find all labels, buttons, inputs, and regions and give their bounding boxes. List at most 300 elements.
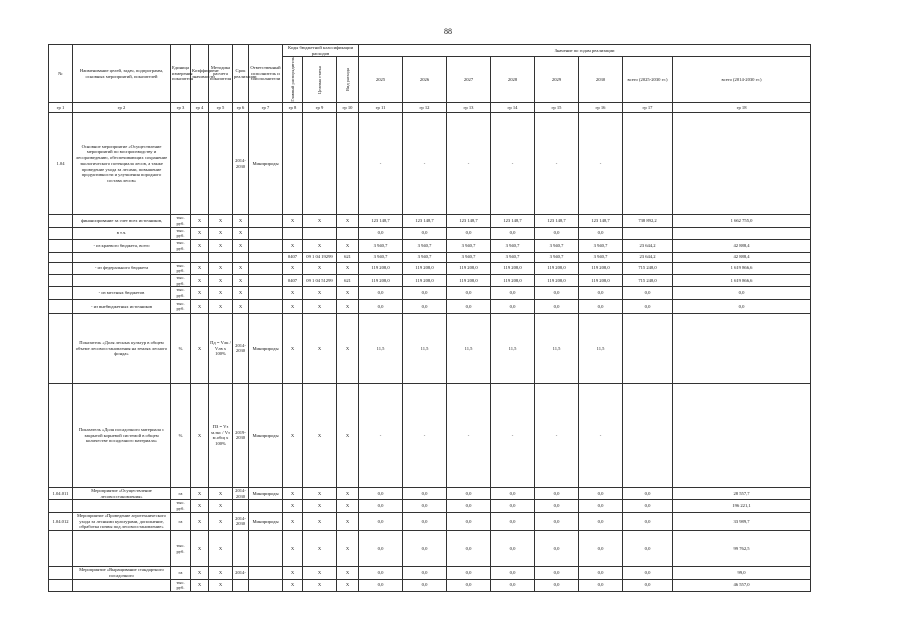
- cell-coef: X: [191, 313, 209, 383]
- cell-coef: X: [191, 227, 209, 239]
- cell-executor: Минприроды: [249, 487, 283, 499]
- cell-cs: 09 1 04 51299: [303, 275, 337, 287]
- cell-executor: [249, 500, 283, 512]
- cell-vr: 621: [337, 275, 359, 287]
- header-gr: гр 6: [233, 103, 249, 113]
- cell-cs: X: [303, 487, 337, 499]
- cell-year-value: 0,0: [447, 567, 491, 579]
- header-code-cs-text: Целевая статья: [316, 65, 322, 94]
- cell-coef: X: [191, 262, 209, 274]
- cell-year-value: 0,0: [359, 500, 403, 512]
- cell-num: [49, 287, 73, 299]
- cell-cs: X: [303, 240, 337, 252]
- header-total-2014-2030: всего (2014-2030 гг.): [673, 57, 811, 103]
- cell-year-value: 0,0: [535, 227, 579, 239]
- cell-total-2014-2030: 196 221,1: [673, 500, 811, 512]
- cell-year-value: 119 208,0: [579, 275, 623, 287]
- cell-year-value: 0,0: [447, 531, 491, 567]
- cell-total-2014-2030: 99,0: [673, 567, 811, 579]
- cell-year-value: 0,0: [535, 487, 579, 499]
- cell-name: [73, 252, 171, 262]
- cell-unit: тыс. руб.: [171, 240, 191, 252]
- cell-total-2025-2030: [623, 383, 673, 487]
- cell-gr: X: [283, 262, 303, 274]
- cell-cs: X: [303, 531, 337, 567]
- cell-method: X: [209, 299, 233, 313]
- cell-year-value: 3 940,7: [403, 240, 447, 252]
- cell-gr: X: [283, 313, 303, 383]
- cell-year-value: 0,0: [491, 487, 535, 499]
- header-gr: гр 16: [579, 103, 623, 113]
- cell-gr: [283, 113, 303, 215]
- table-row: [49, 383, 811, 487]
- cell-year-value: 0,0: [403, 531, 447, 567]
- cell-coef: X: [191, 215, 209, 227]
- cell-num: 1.04.012: [49, 512, 73, 530]
- cell-year-value: 0,0: [447, 487, 491, 499]
- header-total-2025-2030: всего (2025-2030 гг.): [623, 57, 673, 103]
- cell-year-value: -: [447, 383, 491, 487]
- cell-total-2025-2030: 0,0: [623, 579, 673, 591]
- cell-vr: X: [337, 579, 359, 591]
- cell-coef: X: [191, 287, 209, 299]
- header-values: Значение по годам реализации: [359, 45, 811, 57]
- cell-name: Показатель «Доля посадочного материала с закрытой корневой системой в общем количестве посадочного материала»: [73, 383, 171, 487]
- header-coef: Коэффициент значимости: [191, 45, 209, 103]
- cell-gr: X: [283, 487, 303, 499]
- cell-year-value: 0,0: [535, 579, 579, 591]
- header-gr: гр 18: [673, 103, 811, 113]
- cell-year-value: -: [403, 383, 447, 487]
- cell-unit: %: [171, 383, 191, 487]
- header-unit: Единица измерения показателя: [171, 45, 191, 103]
- cell-total-2025-2030: 0,0: [623, 287, 673, 299]
- cell-name: Показатель «Доля лесных культур в общем объеме лесовосстановления на землях лесного фонда»: [73, 313, 171, 383]
- cell-method: X: [209, 240, 233, 252]
- cell-year-value: 0,0: [535, 287, 579, 299]
- header-code-gr-text: Главный распорядитель: [289, 57, 295, 103]
- cell-vr: X: [337, 240, 359, 252]
- cell-executor: [249, 579, 283, 591]
- cell-total-2025-2030: 715 248,0: [623, 262, 673, 274]
- cell-vr: X: [337, 287, 359, 299]
- cell-year-value: 119 208,0: [359, 275, 403, 287]
- cell-year-value: 0,0: [535, 567, 579, 579]
- cell-gr: X: [283, 240, 303, 252]
- header-gr: гр 5: [209, 103, 233, 113]
- cell-year-value: 0,0: [535, 299, 579, 313]
- table-row: [49, 299, 811, 313]
- cell-year-value: 0,0: [403, 512, 447, 530]
- cell-name: в т.ч.: [73, 227, 171, 239]
- cell-num: [49, 215, 73, 227]
- cell-method: X: [209, 579, 233, 591]
- cell-num: [49, 240, 73, 252]
- table-row: [49, 531, 811, 567]
- cell-year-value: 3 940,7: [447, 240, 491, 252]
- cell-vr: X: [337, 567, 359, 579]
- cell-year-value: 11,5: [403, 313, 447, 383]
- header-year: 2026: [403, 57, 447, 103]
- cell-year-value: 0,0: [403, 567, 447, 579]
- cell-num: [49, 275, 73, 287]
- cell-year-value: 3 940,7: [403, 252, 447, 262]
- cell-executor: Минприроды: [249, 313, 283, 383]
- cell-gr: X: [283, 579, 303, 591]
- cell-coef: X: [191, 579, 209, 591]
- cell-executor: Минприроды: [249, 512, 283, 530]
- cell-year-value: -: [491, 383, 535, 487]
- cell-total-2014-2030: 0,0: [673, 287, 811, 299]
- cell-method: X: [209, 262, 233, 274]
- header-executor: Ответственный исполнитель и соисполнители: [249, 45, 283, 103]
- cell-total-2025-2030: 23 644,2: [623, 240, 673, 252]
- cell-total-2014-2030: [673, 313, 811, 383]
- cell-num: [49, 383, 73, 487]
- cell-year-value: 119 208,0: [535, 262, 579, 274]
- cell-vr: 621: [337, 252, 359, 262]
- table-row: [49, 512, 811, 530]
- cell-year-value: -: [579, 383, 623, 487]
- cell-executor: [249, 531, 283, 567]
- cell-total-2025-2030: 0,0: [623, 487, 673, 499]
- table-row: [49, 113, 811, 215]
- cell-name: [73, 500, 171, 512]
- program-table: [48, 44, 811, 592]
- cell-name: - из местных бюджетов: [73, 287, 171, 299]
- table-row: [49, 252, 811, 262]
- cell-executor: [249, 299, 283, 313]
- cell-method: X: [209, 500, 233, 512]
- cell-term: X: [233, 299, 249, 313]
- cell-year-value: 0,0: [491, 579, 535, 591]
- cell-gr: 0407: [283, 252, 303, 262]
- cell-term: 2014-2030: [233, 113, 249, 215]
- cell-cs: X: [303, 287, 337, 299]
- header-gr: гр 13: [447, 103, 491, 113]
- cell-method: [209, 252, 233, 262]
- header-year: 2028: [491, 57, 535, 103]
- cell-gr: [283, 227, 303, 239]
- cell-unit: га: [171, 567, 191, 579]
- cell-year-value: 0,0: [491, 531, 535, 567]
- cell-year-value: 0,0: [491, 512, 535, 530]
- cell-num: [49, 299, 73, 313]
- cell-name: Мероприятие «Осуществление лесовосстановления»: [73, 487, 171, 499]
- cell-executor: [249, 252, 283, 262]
- cell-year-value: 0,0: [359, 512, 403, 530]
- cell-vr: [337, 227, 359, 239]
- cell-method: [209, 113, 233, 215]
- cell-total-2014-2030: 33 989,7: [673, 512, 811, 530]
- cell-total-2014-2030: 99 762,5: [673, 531, 811, 567]
- header-gr: гр 1: [49, 103, 73, 113]
- cell-unit: га: [171, 487, 191, 499]
- cell-name: [73, 275, 171, 287]
- cell-vr: [337, 113, 359, 215]
- table-row: [49, 215, 811, 227]
- page-number: 88: [444, 27, 452, 36]
- cell-year-value: 123 148,7: [447, 215, 491, 227]
- cell-year-value: -: [359, 113, 403, 215]
- cell-total-2025-2030: 23 644,2: [623, 252, 673, 262]
- cell-vr: X: [337, 383, 359, 487]
- cell-method: X: [209, 227, 233, 239]
- cell-year-value: 0,0: [491, 299, 535, 313]
- header-name: Наименование целей, задач, подпрограмм, основных мероприятий, показателей: [73, 45, 171, 103]
- cell-year-value: 11,5: [579, 313, 623, 383]
- cell-unit: [171, 113, 191, 215]
- cell-executor: [249, 215, 283, 227]
- header-gr: гр 10: [337, 103, 359, 113]
- cell-year-value: 0,0: [359, 287, 403, 299]
- cell-year-value: 11,5: [491, 313, 535, 383]
- cell-unit: тыс. руб.: [171, 275, 191, 287]
- cell-year-value: 119 208,0: [491, 275, 535, 287]
- cell-year-value: 0,0: [491, 500, 535, 512]
- cell-year-value: 0,0: [579, 567, 623, 579]
- cell-unit: тыс. руб.: [171, 531, 191, 567]
- cell-executor: [249, 275, 283, 287]
- cell-executor: Минприроды: [249, 383, 283, 487]
- cell-vr: X: [337, 313, 359, 383]
- cell-cs: [303, 227, 337, 239]
- cell-cs: X: [303, 579, 337, 591]
- header-year: 2025: [359, 57, 403, 103]
- cell-cs: 09 1 04 19299: [303, 252, 337, 262]
- cell-coef: [191, 113, 209, 215]
- cell-method: X: [209, 531, 233, 567]
- table-row: [49, 313, 811, 383]
- cell-year-value: 0,0: [579, 227, 623, 239]
- cell-year-value: 123 148,7: [535, 215, 579, 227]
- header-code-gr: [283, 57, 303, 103]
- cell-executor: [249, 262, 283, 274]
- cell-num: 1.04.011: [49, 487, 73, 499]
- cell-total-2014-2030: 46 557,0: [673, 579, 811, 591]
- header-gr: гр 7: [249, 103, 283, 113]
- table-row: [49, 262, 811, 274]
- cell-vr: X: [337, 487, 359, 499]
- cell-year-value: 119 208,0: [403, 262, 447, 274]
- cell-name: - из внебюджетных источников: [73, 299, 171, 313]
- cell-year-value: 3 940,7: [579, 240, 623, 252]
- cell-coef: X: [191, 531, 209, 567]
- cell-num: [49, 579, 73, 591]
- cell-total-2014-2030: 1 619 866,6: [673, 275, 811, 287]
- cell-cs: X: [303, 215, 337, 227]
- cell-total-2014-2030: 0,0: [673, 299, 811, 313]
- cell-year-value: -: [403, 113, 447, 215]
- cell-vr: X: [337, 500, 359, 512]
- header-gr: гр 3: [171, 103, 191, 113]
- cell-term: [233, 531, 249, 567]
- header-gr: гр 11: [359, 103, 403, 113]
- cell-year-value: 119 208,0: [491, 262, 535, 274]
- header-code-vr: [337, 57, 359, 103]
- cell-total-2025-2030: 738 892,2: [623, 215, 673, 227]
- cell-year-value: 0,0: [535, 531, 579, 567]
- cell-cs: X: [303, 313, 337, 383]
- page-bottom-margin: [0, 593, 905, 640]
- cell-year-value: 0,0: [535, 500, 579, 512]
- cell-year-value: 0,0: [579, 531, 623, 567]
- cell-num: 1.04: [49, 113, 73, 215]
- cell-unit: тыс. руб.: [171, 579, 191, 591]
- cell-executor: [249, 567, 283, 579]
- cell-cs: X: [303, 262, 337, 274]
- cell-year-value: 3 940,7: [447, 252, 491, 262]
- table-row: [49, 500, 811, 512]
- cell-coef: X: [191, 567, 209, 579]
- cell-year-value: 0,0: [403, 299, 447, 313]
- cell-num: [49, 313, 73, 383]
- cell-coef: [191, 252, 209, 262]
- cell-year-value: 119 208,0: [403, 275, 447, 287]
- cell-year-value: 0,0: [359, 299, 403, 313]
- cell-year-value: 3 940,7: [579, 252, 623, 262]
- cell-executor: [249, 287, 283, 299]
- cell-coef: X: [191, 512, 209, 530]
- cell-year-value: 0,0: [579, 512, 623, 530]
- cell-vr: X: [337, 299, 359, 313]
- cell-num: [49, 262, 73, 274]
- cell-total-2014-2030: [673, 113, 811, 215]
- cell-total-2025-2030: [623, 313, 673, 383]
- header-year: 2027: [447, 57, 491, 103]
- cell-term: X: [233, 275, 249, 287]
- header-row-1: [49, 45, 811, 57]
- cell-total-2025-2030: 0,0: [623, 531, 673, 567]
- header-year: 2029: [535, 57, 579, 103]
- cell-year-value: 0,0: [403, 487, 447, 499]
- cell-vr: X: [337, 512, 359, 530]
- cell-year-value: 123 148,7: [579, 215, 623, 227]
- cell-method: X: [209, 567, 233, 579]
- cell-year-value: -: [535, 113, 579, 215]
- cell-coef: X: [191, 383, 209, 487]
- cell-year-value: 0,0: [491, 567, 535, 579]
- header-gr: гр 4: [191, 103, 209, 113]
- cell-executor: Минприроды: [249, 113, 283, 215]
- cell-year-value: 3 940,7: [491, 252, 535, 262]
- cell-year-value: -: [579, 113, 623, 215]
- cell-method: X: [209, 512, 233, 530]
- cell-year-value: -: [359, 383, 403, 487]
- table-row: [49, 567, 811, 579]
- cell-year-value: 123 148,7: [491, 215, 535, 227]
- cell-gr: X: [283, 512, 303, 530]
- cell-year-value: 0,0: [447, 287, 491, 299]
- cell-total-2025-2030: 715 248,0: [623, 275, 673, 287]
- cell-year-value: 123 148,7: [403, 215, 447, 227]
- header-code-vr-text: Вид расхода: [344, 68, 350, 92]
- cell-total-2025-2030: 0,0: [623, 299, 673, 313]
- header-gr: гр 8: [283, 103, 303, 113]
- header-gr: гр 9: [303, 103, 337, 113]
- cell-term: [233, 500, 249, 512]
- header-codes: Коды бюджетной классификации расходов: [283, 45, 359, 57]
- cell-coef: X: [191, 240, 209, 252]
- cell-unit: тыс. руб.: [171, 227, 191, 239]
- cell-name: Основное мероприятие «Осуществление мероприятий по воспроизводству и лесоразведению, обеспечивающих сохранение экологического потенциала лесов, а также проведение ухода за лесами, повышение продуктивности и улучшения породного состава лесов»: [73, 113, 171, 215]
- cell-unit: тыс. руб.: [171, 262, 191, 274]
- cell-name: - из федерального бюджета: [73, 262, 171, 274]
- cell-year-value: 0,0: [359, 531, 403, 567]
- cell-year-value: 0,0: [579, 500, 623, 512]
- header-term: Срок реализации: [233, 45, 249, 103]
- cell-year-value: 119 208,0: [535, 275, 579, 287]
- cell-num: [49, 531, 73, 567]
- cell-year-value: 0,0: [447, 512, 491, 530]
- cell-year-value: 0,0: [359, 567, 403, 579]
- cell-cs: [303, 113, 337, 215]
- cell-year-value: 0,0: [491, 227, 535, 239]
- cell-cs: X: [303, 299, 337, 313]
- cell-year-value: 0,0: [403, 287, 447, 299]
- cell-total-2014-2030: 28 557,7: [673, 487, 811, 499]
- cell-num: [49, 227, 73, 239]
- cell-year-value: 0,0: [579, 287, 623, 299]
- cell-term: 2014-2030: [233, 487, 249, 499]
- cell-coef: X: [191, 487, 209, 499]
- cell-num: [49, 567, 73, 579]
- cell-year-value: 0,0: [447, 500, 491, 512]
- cell-year-value: 0,0: [403, 227, 447, 239]
- header-code-cs: [303, 57, 337, 103]
- cell-year-value: 3 940,7: [359, 240, 403, 252]
- cell-name: Мероприятие «Выращивание стандартного посадочного: [73, 567, 171, 579]
- cell-year-value: 3 940,7: [535, 240, 579, 252]
- cell-cs: X: [303, 383, 337, 487]
- cell-year-value: 11,5: [359, 313, 403, 383]
- header-method: Методика расчета показателя: [209, 45, 233, 103]
- cell-term: X: [233, 215, 249, 227]
- table-row: [49, 240, 811, 252]
- table-row: [49, 487, 811, 499]
- header-year: 2030: [579, 57, 623, 103]
- cell-total-2025-2030: 0,0: [623, 500, 673, 512]
- cell-unit: тыс. руб.: [171, 500, 191, 512]
- cell-term: X: [233, 262, 249, 274]
- cell-gr: X: [283, 299, 303, 313]
- cell-method: X: [209, 287, 233, 299]
- cell-total-2014-2030: 42 888,4: [673, 240, 811, 252]
- table-row: [49, 287, 811, 299]
- cell-term: [233, 252, 249, 262]
- table-row: [49, 579, 811, 591]
- cell-executor: [249, 227, 283, 239]
- cell-year-value: 119 208,0: [447, 262, 491, 274]
- cell-unit: тыс. руб.: [171, 299, 191, 313]
- header-gr: гр 12: [403, 103, 447, 113]
- cell-year-value: 123 148,7: [359, 215, 403, 227]
- cell-total-2025-2030: [623, 227, 673, 239]
- cell-year-value: 0,0: [359, 579, 403, 591]
- cell-method: X: [209, 487, 233, 499]
- cell-term: 2014-2030: [233, 313, 249, 383]
- cell-year-value: 0,0: [447, 579, 491, 591]
- cell-name: [73, 531, 171, 567]
- cell-gr: X: [283, 215, 303, 227]
- cell-year-value: 119 208,0: [579, 262, 623, 274]
- cell-year-value: 11,5: [535, 313, 579, 383]
- cell-year-value: 0,0: [447, 299, 491, 313]
- cell-year-value: 0,0: [403, 579, 447, 591]
- cell-gr: X: [283, 531, 303, 567]
- cell-gr: X: [283, 383, 303, 487]
- cell-gr: X: [283, 567, 303, 579]
